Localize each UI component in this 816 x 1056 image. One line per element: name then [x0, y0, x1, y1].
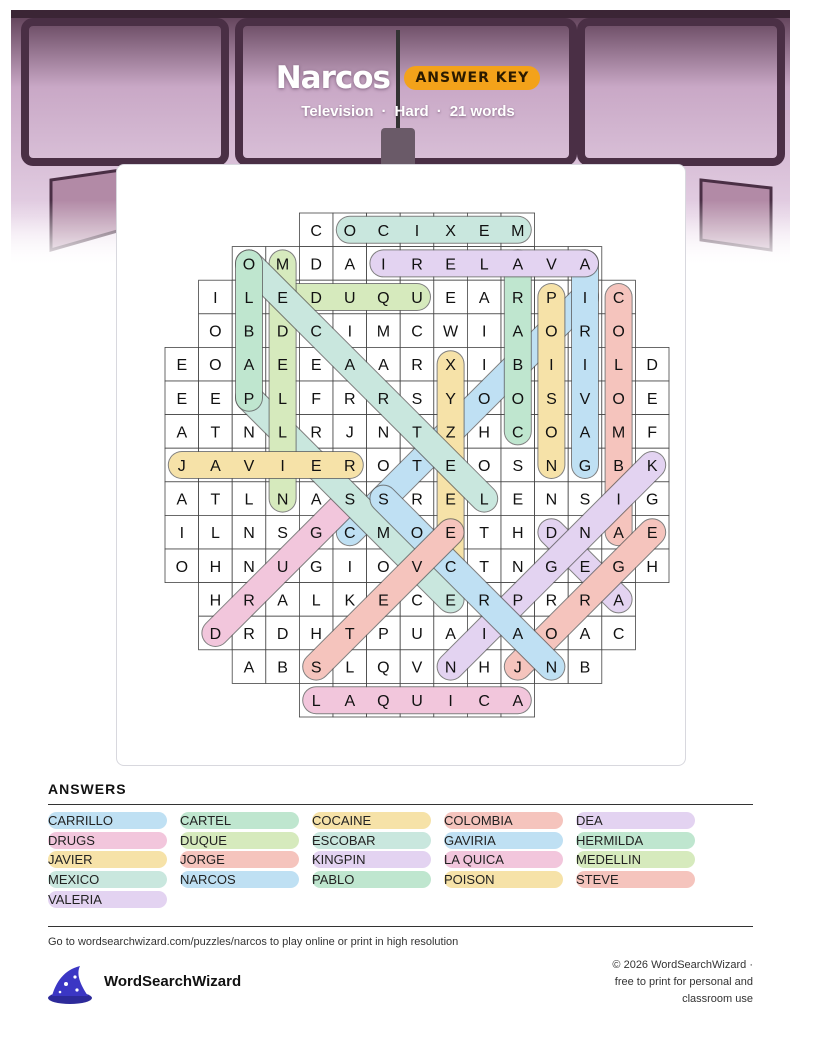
grid-letter: V — [411, 659, 423, 677]
grid-letter: N — [243, 558, 255, 576]
grid-letter: L — [244, 290, 254, 307]
grid-letter: A — [512, 256, 524, 274]
grid-letter: F — [647, 424, 658, 442]
grid-letter: A — [579, 626, 591, 643]
grid-letter: O — [209, 323, 222, 341]
grid-letter: T — [479, 558, 490, 576]
grid-letter: A — [445, 626, 456, 643]
grid-letter: M — [275, 256, 290, 274]
grid-letter: I — [213, 290, 218, 307]
answer-item: DEA — [576, 812, 695, 829]
grid-letter: E — [210, 390, 221, 408]
grid-letter: A — [176, 424, 188, 442]
grid-letter: A — [579, 424, 591, 442]
grid-letter: A — [243, 659, 255, 677]
grid-letter: B — [512, 357, 524, 375]
grid-letter: R — [344, 390, 356, 408]
puzzle-title: Narcos — [275, 60, 390, 96]
grid-letter: V — [411, 558, 423, 576]
answer-item: DUQUE — [180, 832, 299, 849]
grid-letter: C — [344, 525, 356, 543]
puzzle-meta: Television · Hard · 21 words — [301, 103, 515, 120]
answer-item: GAVIRIA — [444, 832, 563, 849]
grid-letter: S — [344, 491, 356, 509]
grid-letter: A — [344, 357, 356, 375]
grid-letter: L — [210, 525, 220, 543]
grid-letter: I — [481, 323, 487, 341]
answers-heading: ANSWERS — [48, 781, 127, 797]
answer-item: NARCOS — [180, 871, 299, 888]
answer-item: MEDELLIN — [576, 851, 695, 868]
answer-item: COCAINE — [312, 812, 431, 829]
copyright-line: free to print for personal and — [614, 976, 753, 988]
answer-item: JAVIER — [48, 851, 167, 868]
grid-letter: Z — [445, 424, 456, 442]
grid-letter: N — [512, 558, 524, 576]
grid-letter: I — [347, 558, 353, 576]
grid-letter: R — [411, 357, 423, 375]
grid-letter: O — [545, 424, 558, 442]
grid-letter: O — [612, 390, 625, 408]
grid-letter: P — [512, 592, 524, 610]
grid-letter: S — [579, 491, 591, 509]
grid-letter: D — [310, 290, 322, 307]
grid-letter: I — [280, 458, 285, 475]
grid-letter: I — [549, 357, 554, 375]
grid-letter: H — [512, 525, 524, 543]
grid-letter: E — [579, 558, 591, 576]
wizard-hat-logo-icon — [46, 962, 94, 1006]
grid-letter: N — [444, 659, 457, 677]
grid-letter: A — [344, 693, 356, 711]
grid-letter: D — [209, 626, 222, 643]
grid-letter: R — [545, 592, 558, 610]
grid-letter: L — [311, 592, 321, 610]
grid-letter: E — [445, 256, 456, 274]
grid-letter: I — [381, 256, 386, 274]
grid-letter: I — [582, 290, 588, 307]
grid-letter: A — [243, 357, 255, 375]
grid-letter: O — [545, 323, 558, 341]
grid-letter: Q — [377, 290, 390, 307]
brand-name: WordSearchWizard — [104, 973, 242, 990]
grid-letter: E — [445, 525, 456, 543]
grid-letter: E — [277, 357, 288, 375]
answer-item: DRUGS — [48, 832, 167, 849]
grid-letter: J — [177, 458, 186, 475]
grid-letter: Q — [377, 659, 390, 677]
grid-letter: O — [377, 558, 390, 576]
answer-key-badge: ANSWER KEY — [404, 66, 540, 90]
grid-letter: C — [411, 323, 423, 341]
grid-letter: X — [445, 357, 456, 375]
grid-letter: I — [582, 357, 588, 375]
grid-letter: L — [345, 659, 355, 677]
answer-item: LA QUICA — [444, 851, 563, 868]
grid-letter: G — [645, 491, 659, 509]
grid-letter: A — [512, 693, 524, 711]
grid-letter: O — [209, 357, 222, 375]
grid-letter: V — [546, 256, 557, 274]
grid-letter: T — [344, 626, 355, 643]
grid-letter: A — [378, 357, 389, 375]
grid-letter: E — [478, 222, 490, 240]
grid-letter: I — [616, 491, 621, 509]
grid-letter: O — [511, 390, 525, 408]
grid-letter: V — [243, 458, 255, 475]
grid-letter: C — [478, 693, 490, 711]
grid-letter: E — [445, 491, 456, 509]
grid-letter: M — [376, 323, 391, 341]
grid-letter: T — [210, 424, 221, 442]
answer-item: KINGPIN — [312, 851, 431, 868]
grid-letter: G — [578, 458, 592, 475]
grid-letter: D — [310, 256, 322, 274]
grid-letter: A — [478, 290, 490, 307]
grid-letter: E — [445, 592, 456, 610]
grid-letter: A — [176, 491, 188, 509]
grid-letter: E — [310, 357, 322, 375]
grid-letter: E — [646, 525, 658, 543]
grid-letter: I — [179, 525, 185, 543]
grid-letter: D — [545, 525, 558, 543]
grid-letter: C — [310, 323, 322, 341]
grid-letter: E — [176, 390, 188, 408]
answer-item: MEXICO — [48, 871, 167, 888]
copyright-line: © 2026 WordSearchWizard · — [612, 959, 753, 971]
grid-letter: R — [512, 290, 524, 307]
grid-letter: C — [310, 222, 322, 240]
grid-letter: H — [310, 626, 322, 643]
grid-letter: U — [344, 290, 356, 307]
grid-letter: O — [410, 525, 424, 543]
grid-letter: H — [209, 558, 222, 576]
grid-letter: R — [411, 256, 423, 274]
grid-letter: U — [411, 626, 423, 643]
grid-letter: R — [411, 491, 423, 509]
grid-letter: N — [377, 424, 390, 442]
grid-letter: E — [310, 458, 322, 475]
grid-letter: W — [443, 323, 459, 341]
grid-letter: A — [210, 458, 221, 475]
grid-letter: E — [445, 290, 456, 307]
grid-letter: A — [613, 592, 624, 610]
grid-letter: N — [243, 424, 255, 442]
grid-letter: I — [414, 222, 420, 240]
grid-letter: L — [278, 390, 288, 408]
grid-letter: A — [277, 592, 288, 610]
grid-letter: U — [411, 693, 423, 711]
difficulty-label: Hard — [394, 103, 429, 120]
grid-letter: F — [311, 390, 322, 408]
grid-letter: I — [448, 693, 453, 711]
grid-letter: E — [512, 491, 524, 509]
answer-item: CARTEL — [180, 812, 299, 829]
grid-letter: E — [445, 458, 456, 475]
divider — [48, 926, 753, 927]
grid-letter: E — [378, 592, 389, 610]
grid-letter: C — [411, 592, 423, 610]
answer-item: CARRILLO — [48, 812, 167, 829]
grid-letter: O — [477, 390, 491, 408]
title-row — [0, 60, 816, 96]
grid-letter: E — [277, 290, 288, 307]
grid-letter: L — [479, 256, 489, 274]
grid-letter: P — [546, 290, 557, 307]
grid-letter: N — [545, 491, 558, 509]
grid-letter: N — [545, 458, 558, 475]
grid-letter: E — [176, 357, 188, 375]
grid-letter: B — [579, 659, 591, 677]
grid-letter: I — [347, 323, 353, 341]
grid-letter: G — [309, 558, 323, 576]
grid-letter: C — [612, 290, 625, 307]
grid-letter: R — [243, 626, 255, 643]
grid-letter: H — [646, 558, 658, 576]
answer-item: JORGE — [180, 851, 299, 868]
grid-letter: C — [612, 626, 625, 643]
grid-letter: R — [579, 323, 591, 341]
grid-letter: J — [513, 659, 522, 677]
grid-letter: R — [478, 592, 490, 610]
grid-letter: D — [646, 357, 658, 375]
grid-letter: O — [175, 558, 189, 576]
grid-letter: L — [311, 693, 321, 711]
answer-item: HERMILDA — [576, 832, 695, 849]
grid-letter: O — [242, 256, 256, 274]
grid-letter: R — [344, 458, 356, 475]
grid-letter: D — [276, 626, 289, 643]
grid-letter: S — [378, 491, 389, 509]
grid-letter: O — [377, 458, 390, 475]
grid-letter: A — [579, 256, 591, 274]
grid-letter: S — [310, 659, 322, 677]
answer-item: ESCOBAR — [312, 832, 431, 849]
grid-letter: Q — [377, 693, 390, 711]
grid-letter: N — [579, 525, 591, 543]
grid-letter: O — [545, 626, 558, 643]
grid-letter: P — [243, 390, 255, 408]
grid-letter: M — [611, 424, 626, 442]
grid-letter: B — [613, 458, 624, 475]
copyright-text — [553, 957, 753, 1008]
grid-letter: T — [479, 525, 490, 543]
grid-letter: H — [478, 659, 490, 677]
answer-item: PABLO — [312, 871, 431, 888]
grid-letter: T — [412, 424, 422, 442]
grid-letter: O — [343, 222, 357, 240]
grid-letter: C — [377, 222, 390, 240]
grid-letter: A — [613, 525, 624, 543]
grid-letter: S — [546, 390, 557, 408]
grid-letter: B — [277, 659, 288, 677]
grid-letter: C — [444, 558, 457, 576]
grid-letter: V — [579, 390, 591, 408]
grid-letter: U — [276, 558, 289, 576]
grid-letter: I — [481, 626, 487, 643]
grid-letter: A — [310, 491, 322, 509]
grid-letter: J — [345, 424, 354, 442]
grid-letter: S — [277, 525, 288, 543]
grid-letter: R — [243, 592, 255, 610]
grid-letter: A — [512, 323, 524, 341]
grid-letter: O — [612, 323, 625, 341]
grid-letter: L — [278, 424, 288, 442]
grid-letter: T — [412, 458, 422, 475]
grid-letter: G — [612, 558, 625, 576]
answer-item: POISON — [444, 871, 563, 888]
grid-letter: B — [243, 323, 255, 341]
copyright-line: classroom use — [682, 993, 753, 1005]
grid-letter: R — [377, 390, 390, 408]
grid-letter: H — [209, 592, 222, 610]
grid-letter: L — [479, 491, 489, 509]
grid-letter: S — [411, 390, 423, 408]
grid-letter: C — [512, 424, 524, 442]
grid-letter: A — [344, 256, 356, 274]
grid-letter: T — [210, 491, 221, 509]
grid-letter: X — [445, 222, 456, 240]
grid-letter: D — [276, 323, 289, 341]
grid-letter: Y — [445, 390, 456, 408]
answer-item: VALERIA — [48, 891, 167, 908]
divider — [48, 804, 753, 805]
grid-letter: L — [244, 491, 254, 509]
grid-letter: O — [477, 458, 491, 475]
grid-letter: G — [309, 525, 323, 543]
grid-letter: S — [512, 458, 524, 475]
word-count-label: 21 words — [449, 103, 515, 120]
answer-item: COLOMBIA — [444, 812, 563, 829]
grid-letter: K — [344, 592, 356, 610]
answer-item: STEVE — [576, 871, 695, 888]
grid-letter: E — [646, 390, 658, 408]
grid-letter: G — [545, 558, 558, 576]
puzzle-card — [116, 164, 686, 766]
footer-url-text: Go to wordsearchwizard.com/puzzles/narcos to play online or print in high resolution — [48, 936, 459, 948]
grid-letter: H — [478, 424, 490, 442]
word-search-grid — [117, 165, 685, 765]
grid-letter: M — [511, 222, 525, 240]
grid-letter: N — [276, 491, 289, 509]
grid-letter: N — [545, 659, 558, 677]
grid-letter: K — [646, 458, 658, 475]
grid-letter: N — [243, 525, 255, 543]
grid-letter: R — [579, 592, 591, 610]
grid-letter: P — [378, 626, 389, 643]
grid-letter: R — [310, 424, 322, 442]
grid-letter: U — [411, 290, 423, 307]
grid-letter: L — [614, 357, 624, 375]
grid-letter: A — [512, 626, 524, 643]
grid-letter: M — [376, 525, 391, 543]
category-label: Television — [301, 103, 374, 120]
grid-letter: I — [481, 357, 487, 375]
